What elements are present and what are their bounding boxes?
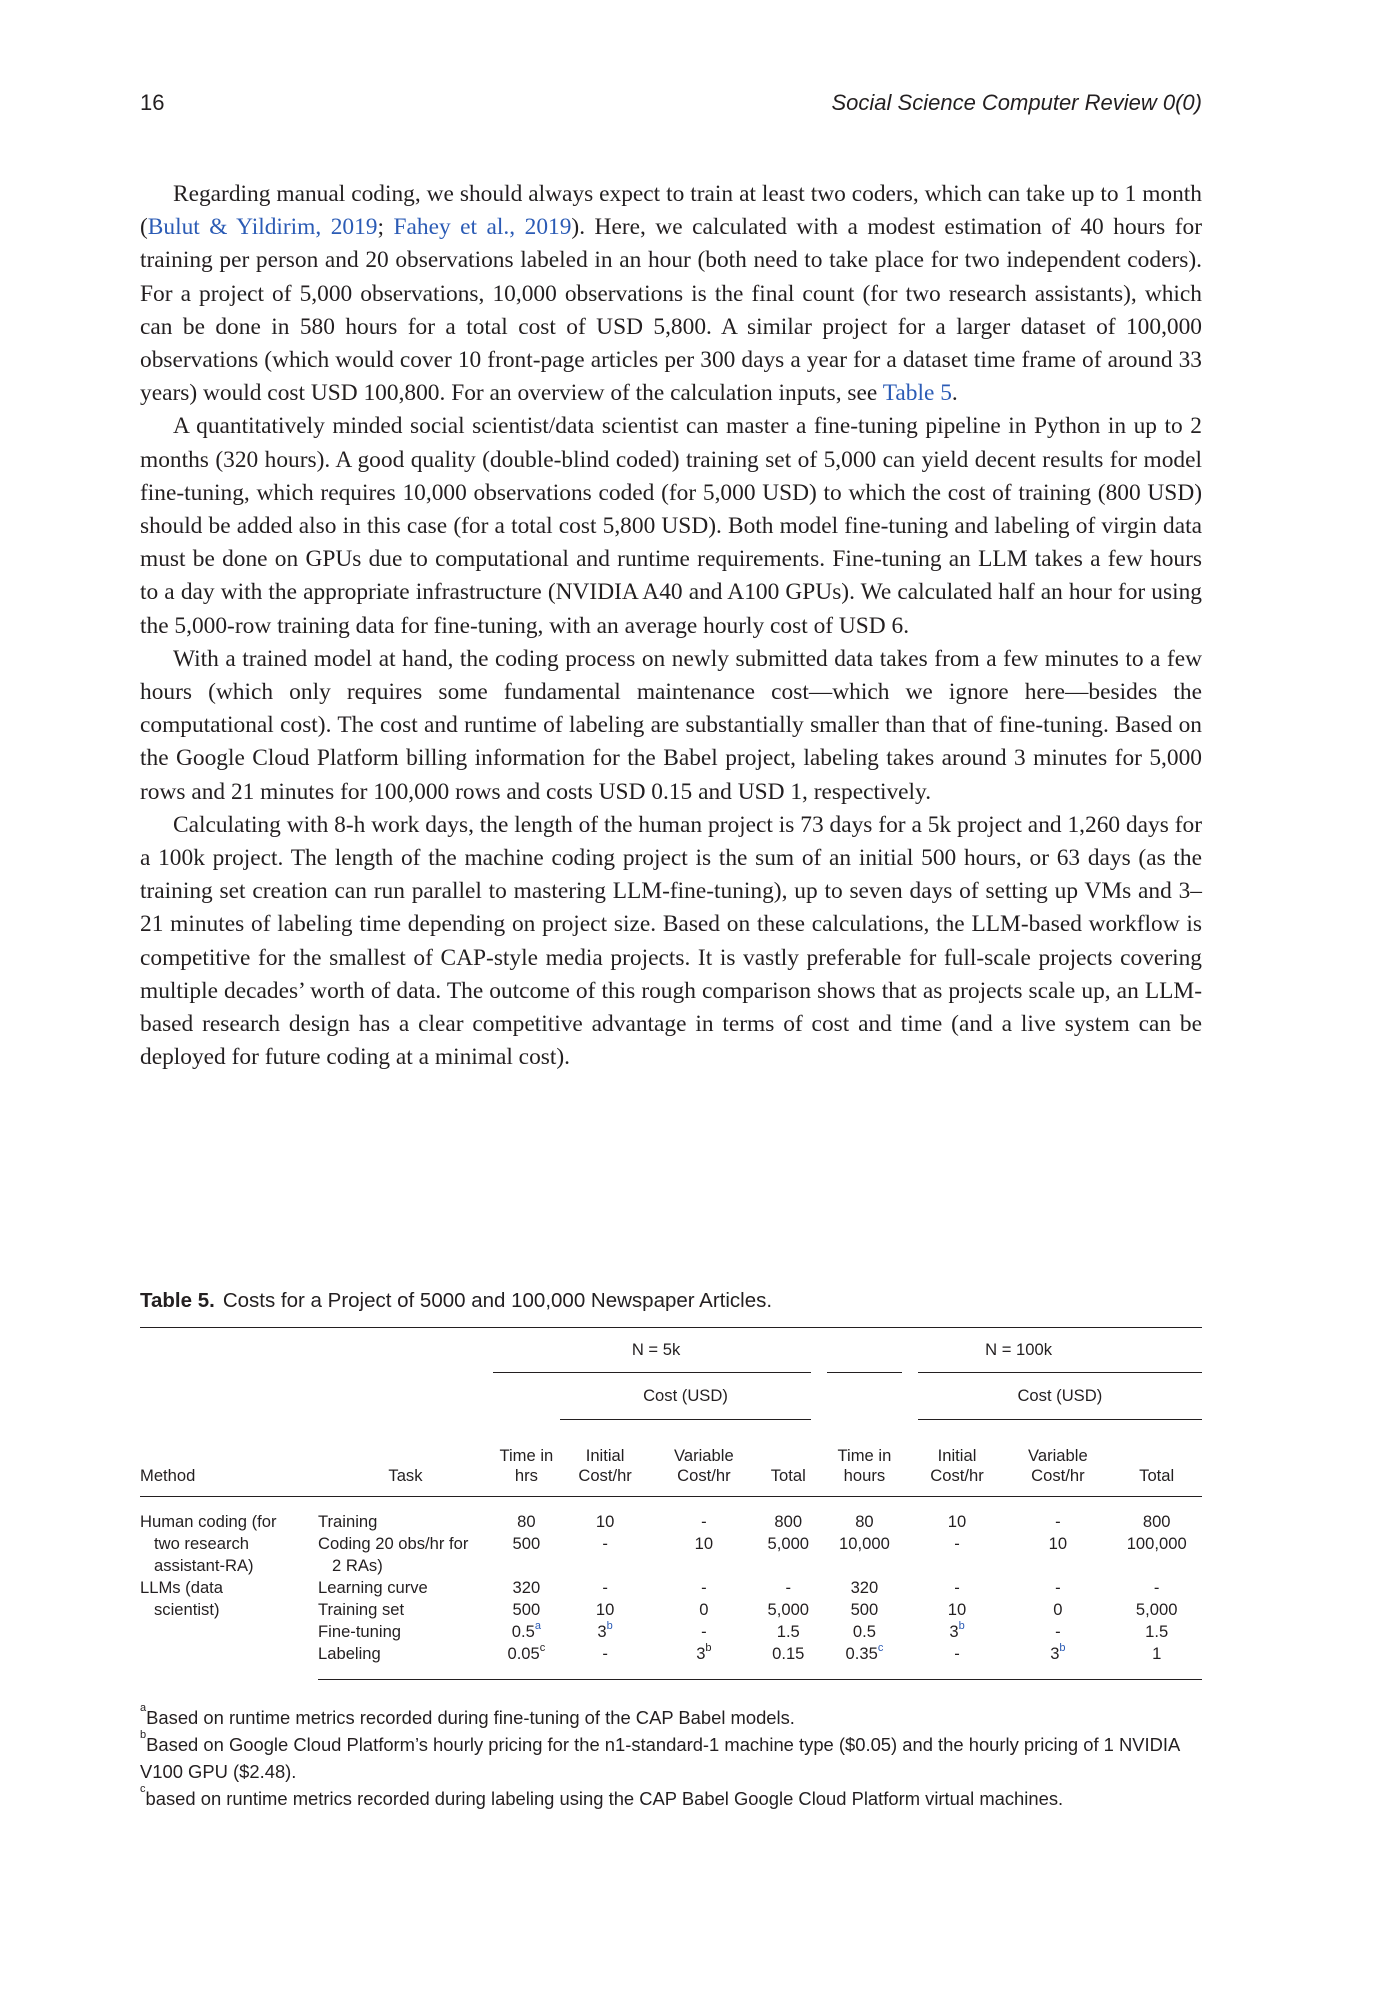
group-header-row — [140, 1328, 1202, 1373]
col-total-5k: Total — [757, 1420, 819, 1497]
cost-usd-100k: Cost (USD) — [1017, 1386, 1103, 1405]
value-cell: 320 — [512, 1578, 541, 1597]
method-human-l3: assistant-RA) — [154, 1556, 254, 1575]
value-text: 0.5 — [511, 1622, 535, 1641]
method-human-l1: Human coding (for — [140, 1512, 277, 1531]
citation-separator: ; — [377, 214, 394, 241]
value-cell: 5,000 — [767, 1600, 810, 1619]
value-cell: - — [701, 1512, 707, 1531]
value-cell: 500 — [512, 1600, 541, 1619]
value-cell: 1.5 — [776, 1622, 800, 1641]
footnote-mark-b[interactable]: b — [1059, 1642, 1066, 1655]
paragraph-1-text-c: . — [951, 380, 958, 407]
cost-usd-5k: Cost (USD) — [643, 1386, 728, 1405]
value-cell — [560, 1621, 651, 1643]
table-caption — [140, 1289, 1202, 1313]
paragraph-4: Calculating with 8-h work days, the length of the human project is 73 days for a 5k project and 1,260 days for a 100k project. The length of the machine coding project is the sum of an initial 500 hours, or 63 days (as the training set creation can run parallel to mastering LLM-fine-tuning), up to seven days of setting up VMs and 3–21 minutes of labeling time depending on project size. Based on these calculations, the LLM-based workflow is competitive for the smallest of CAP-style media projects. It is vastly preferable for full-scale projects covering multiple decades’ worth of data. The outcome of this rough comparison shows that as projects scale up, an LLM-based research design has a clear competitive advantage in terms of cost and time (and a live system can be deployed for future coding at a minimal cost). — [140, 811, 1202, 1071]
col-total-100k: Total — [1111, 1420, 1202, 1497]
group-100k-cell — [819, 1328, 1202, 1373]
value-cell: 5,000 — [1135, 1600, 1178, 1619]
col-initial-5k-l1: Initial — [585, 1446, 625, 1465]
col-time-hours — [819, 1420, 910, 1497]
note-c — [140, 1782, 1202, 1812]
value-cell: - — [602, 1578, 608, 1597]
value-cell — [910, 1621, 1005, 1643]
method-llm-l2: scientist) — [154, 1600, 220, 1619]
value-cell: - — [701, 1578, 707, 1597]
value-cell: 10 — [694, 1534, 714, 1553]
cost-table — [140, 1327, 1202, 1680]
value-cell — [650, 1643, 757, 1680]
col-initial-5k — [560, 1420, 651, 1497]
citation-link-fahey[interactable]: Fahey et al., 2019 — [393, 214, 572, 241]
group-5k-label: N = 5k — [631, 1340, 681, 1359]
value-cell: - — [910, 1643, 1005, 1680]
value-cell: - — [1055, 1622, 1061, 1641]
col-time-hrs — [493, 1420, 560, 1497]
col-variable-100k-l2: Cost/hr — [1031, 1466, 1085, 1485]
col-task: Task — [318, 1420, 493, 1497]
value-cell: - — [602, 1534, 608, 1553]
footnote-mark-c[interactable]: c — [877, 1642, 884, 1655]
column-header-row — [140, 1420, 1202, 1497]
paragraph-1-text-b: ). Here, we calculated with a modest estimation of 40 hours for training per person and 20 observations labeled in an hour (both need to take place for two independent coders). For a project of 5,000 observations, 10,000 observations is the final count (for two research assistants), which can be done in 580 hours for a total cost of USD 5,800. A similar project for a larger dataset of 100,000 observations (which would cover 10 front-page articles per 300 days a year for a dataset time frame of around 33 years) would cost USD 100,800. For an overview of the calculation inputs, see — [140, 214, 1202, 407]
note-b-text: Based on Google Cloud Platform’s hourly pricing for the n1-standard-1 machine type ($0.05) and the hourly pricing of 1 NVIDIA V100 GPU ($2.48). — [140, 1734, 1180, 1782]
paragraph-1-text-a: Regarding manual coding, we should always expect to train at least two coders, which can take up to 1 month ( — [140, 181, 1202, 241]
table-label: Table 5. — [140, 1289, 215, 1312]
citation-link-bulut[interactable]: Bulut & Yildirim, 2019 — [147, 214, 378, 241]
value-cell: 0 — [1053, 1600, 1063, 1619]
method-human — [140, 1497, 318, 1578]
value-cell: - — [1055, 1578, 1061, 1597]
note-c-mark: c — [140, 1782, 146, 1795]
col-variable-100k-l1: Variable — [1028, 1446, 1088, 1465]
value-cell: 500 — [512, 1534, 541, 1553]
method-human-l2: two research — [154, 1534, 249, 1553]
paragraph-3: With a trained model at hand, the coding process on newly submitted data takes from a few minutes to a few hours (which only requires some fundamental maintenance cost—which we ignore here—besides the computational cost). The cost and runtime of labeling are substantially smaller than that of fine-tuning. Based on the Google Cloud Platform billing information for the Babel project, labeling takes around 3 minutes for 5,000 rows and 21 minutes for 100,000 rows and costs USD 0.15 and USD 1, respectively. — [140, 645, 1202, 805]
body-text — [140, 178, 1202, 1074]
value-text: 3 — [1050, 1644, 1060, 1663]
task-cell: Labeling — [318, 1643, 493, 1680]
value-cell: 800 — [774, 1512, 803, 1531]
value-cell: 10 — [947, 1512, 967, 1531]
value-cell: - — [560, 1643, 651, 1680]
value-cell: 1 — [1111, 1643, 1202, 1680]
value-cell: - — [1153, 1578, 1160, 1597]
col-initial-100k — [910, 1420, 1005, 1497]
table-row — [140, 1577, 1202, 1599]
table-5-link[interactable]: Table 5 — [882, 380, 952, 407]
value-cell: 0.5 — [852, 1622, 876, 1641]
value-cell — [493, 1643, 560, 1680]
value-cell: 100,000 — [1126, 1534, 1187, 1553]
value-cell — [493, 1621, 560, 1643]
col-method: Method — [140, 1420, 318, 1497]
task-cell: Training set — [318, 1600, 405, 1619]
col-time-hours-l1: Time in — [837, 1446, 892, 1465]
col-variable-5k-l2: Cost/hr — [677, 1466, 731, 1485]
table-row — [140, 1497, 1202, 1534]
value-cell: 80 — [517, 1512, 536, 1531]
value-cell — [819, 1643, 910, 1680]
footnote-mark-b: b — [705, 1642, 712, 1655]
value-cell: 0 — [699, 1600, 709, 1619]
journal-name: Social Science Computer Review 0(0) — [831, 90, 1202, 115]
value-cell: 10 — [595, 1512, 615, 1531]
footnote-mark-b[interactable]: b — [606, 1620, 613, 1633]
col-variable-100k — [1004, 1420, 1111, 1497]
value-cell: 10 — [1048, 1534, 1068, 1553]
value-text: 3 — [696, 1644, 706, 1663]
col-time-hours-l2: hours — [843, 1466, 886, 1485]
value-cell: 10 — [947, 1600, 967, 1619]
col-variable-5k — [650, 1420, 757, 1497]
value-text: 3 — [949, 1622, 959, 1641]
col-variable-5k-l1: Variable — [674, 1446, 734, 1465]
note-b-mark: b — [140, 1728, 147, 1741]
footnote-mark-a[interactable]: a — [534, 1620, 541, 1633]
value-cell: - — [954, 1578, 960, 1597]
value-cell: 1.5 — [1145, 1622, 1169, 1641]
table-notes — [140, 1701, 1202, 1812]
value-cell: 80 — [855, 1512, 874, 1531]
value-cell: - — [954, 1534, 960, 1553]
group-5k-cell — [493, 1328, 819, 1373]
col-initial-100k-l2: Cost/hr — [930, 1466, 984, 1485]
col-time-hrs-l1: Time in — [499, 1446, 554, 1465]
value-cell: 320 — [850, 1578, 879, 1597]
value-cell: 800 — [1142, 1512, 1171, 1531]
task-cell-l1: Coding 20 obs/hr for — [318, 1534, 469, 1553]
cost-usd-5k-cell — [560, 1373, 819, 1420]
method-llm-l1: LLMs (data — [140, 1578, 224, 1597]
footnote-mark-b[interactable]: b — [958, 1620, 965, 1633]
task-cell: Fine-tuning — [318, 1622, 402, 1641]
paragraph-1 — [140, 178, 1202, 410]
note-a — [140, 1701, 1202, 1731]
task-cell-l2: 2 RAs) — [332, 1556, 383, 1575]
note-b — [140, 1728, 1202, 1785]
method-llm — [140, 1577, 318, 1680]
task-cell: Training — [318, 1512, 378, 1531]
table-5 — [140, 1289, 1202, 1680]
value-cell: 5,000 — [767, 1534, 810, 1553]
col-initial-5k-l2: Cost/hr — [578, 1466, 632, 1485]
group-100k-label: N = 100k — [985, 1340, 1053, 1359]
value-text: 0.35 — [845, 1644, 878, 1663]
value-cell: - — [701, 1622, 707, 1641]
col-time-hrs-l2: hrs — [514, 1466, 538, 1485]
note-a-mark: a — [140, 1701, 147, 1714]
value-cell: 10 — [595, 1600, 615, 1619]
table-title: Costs for a Project of 5000 and 100,000 Newspaper Articles. — [222, 1289, 773, 1312]
value-cell: 500 — [850, 1600, 879, 1619]
running-header — [140, 90, 1202, 126]
footnote-mark-c: c — [539, 1642, 546, 1655]
value-text: 3 — [597, 1622, 607, 1641]
note-a-text: Based on runtime metrics recorded during fine-tuning of the CAP Babel models. — [146, 1707, 795, 1728]
task-cell — [318, 1533, 493, 1577]
value-cell — [1004, 1643, 1111, 1680]
paragraph-2: A quantitatively minded social scientist/data scientist can master a fine-tuning pipeline in Python in up to 2 months (320 hours). A good quality (double-blind coded) training set of 5,000 can yield decent results for model fine-tuning, which requires 10,000 observations coded (for 5,000 USD) to which the cost of training (800 USD) should be added also in this case (for a total cost 5,800 USD). Both model fine-tuning and labeling of virgin data must be done on GPUs due to computational and runtime requirements. Fine-tuning an LLM takes a few hours to a day with the appropriate infrastructure (NVIDIA A40 and A100 GPUs). We calculated half an hour for using the 5,000-row training data for fine-tuning, with an average hourly cost of USD 6. — [140, 413, 1202, 639]
value-cell: - — [1055, 1512, 1061, 1531]
note-c-text: based on runtime metrics recorded during labeling using the CAP Babel Google Cloud Platform virtual machines. — [145, 1788, 1064, 1809]
value-text: 0.05 — [507, 1644, 540, 1663]
task-cell: Learning curve — [318, 1578, 428, 1597]
value-cell: 0.15 — [757, 1643, 819, 1680]
value-cell: - — [785, 1578, 792, 1597]
page-number: 16 — [140, 90, 165, 115]
value-cell: 10,000 — [839, 1534, 890, 1553]
cost-usd-100k-cell — [910, 1373, 1202, 1420]
col-initial-100k-l1: Initial — [937, 1446, 977, 1465]
cost-header-row — [140, 1373, 1202, 1420]
